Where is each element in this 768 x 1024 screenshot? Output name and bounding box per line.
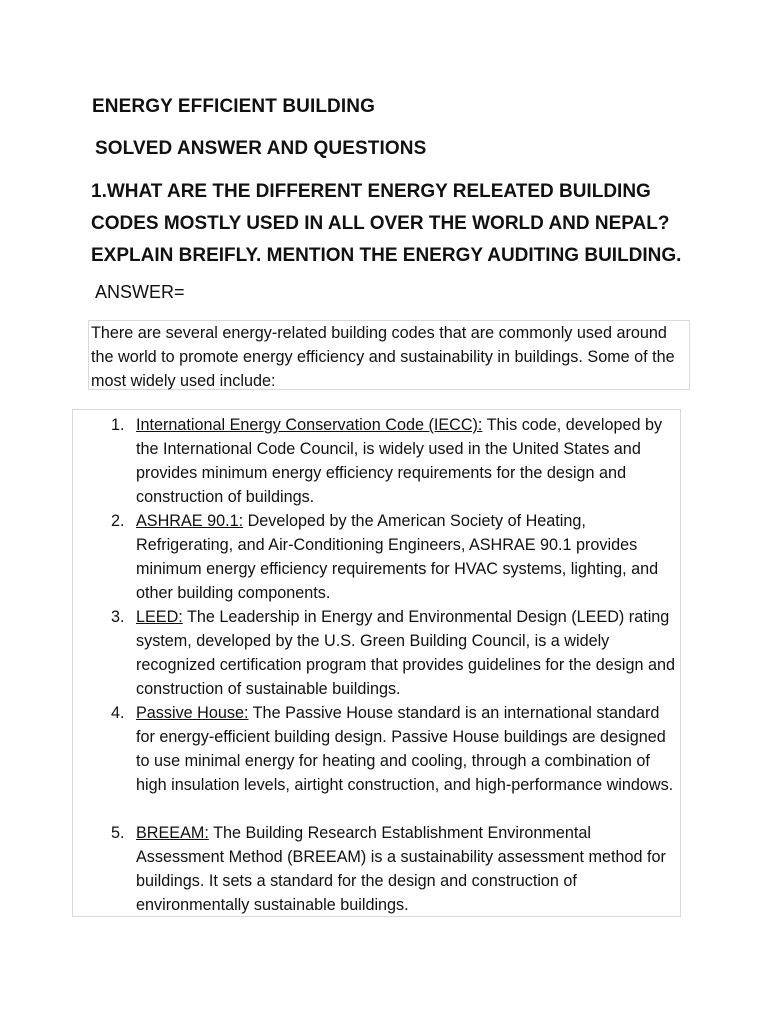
list-item-number: 4. <box>111 704 125 722</box>
intro-paragraph-box <box>88 320 690 390</box>
list-item-number: 2. <box>111 512 125 530</box>
list-item <box>73 413 676 509</box>
list-item-number: 1. <box>111 416 125 434</box>
list-item-name: Passive House: <box>136 704 249 722</box>
intro-paragraph: There are several energy-related building codes that are commonly used around the world to promote energy efficiency and sustainability in buildings. Some of the most widely used include: <box>91 324 675 390</box>
list-item-name: ASHRAE 90.1: <box>136 512 244 530</box>
list-item <box>73 605 676 701</box>
list-item-name: International Energy Conservation Code (IECC): <box>136 416 483 434</box>
list-item-text: Developed by the American Society of Heating, Refrigerating, and Air-Conditioning Engineers, ASHRAE 90.1 provides minimum energy efficiency requirements for HVAC systems, lighting, and other building components. <box>136 512 659 602</box>
answer-label: ANSWER= <box>95 282 185 302</box>
list-item-number: 5. <box>111 824 125 842</box>
list-item-name: LEED: <box>136 608 183 626</box>
list-item-text: The Building Research Establishment Environmental Assessment Method (BREEAM) is a sustainability assessment method for buildings. It sets a standard for the design and construction of environmentally sustainable buildings. <box>136 824 666 914</box>
list-item-number: 3. <box>111 608 125 626</box>
building-codes-list-box <box>72 409 681 917</box>
list-item <box>73 509 676 605</box>
document-subtitle: SOLVED ANSWER AND QUESTIONS <box>95 138 427 159</box>
document-title: ENERGY EFFICIENT BUILDING <box>92 96 375 117</box>
list-item <box>73 821 676 917</box>
list-item-text: The Leadership in Energy and Environmental Design (LEED) rating system, developed by the U.S. Green Building Council, is a widely recognized certification program that provides guidelines for the design and construction of sustainable buildings. <box>136 608 676 698</box>
list-item <box>73 701 676 821</box>
question-heading: 1.WHAT ARE THE DIFFERENT ENERGY RELEATED BUILDING CODES MOSTLY USED IN ALL OVER THE WORLD AND NEPAL? EXPLAIN BREIFLY. MENTION THE ENERGY AUDITING BUILDING. <box>91 181 682 266</box>
building-codes-list <box>73 413 676 917</box>
list-item-name: BREEAM: <box>136 824 209 842</box>
list-item-text: The Passive House standard is an international standard for energy-efficient building design. Passive House buildings are designed to use minimal energy for heating and cooling, through a combination of high insulation levels, airtight construction, and high-performance windows. <box>136 704 674 794</box>
list-item-text: This code, developed by the International Code Council, is widely used in the United States and provides minimum energy efficiency requirements for the design and construction of buildings. <box>136 416 663 506</box>
